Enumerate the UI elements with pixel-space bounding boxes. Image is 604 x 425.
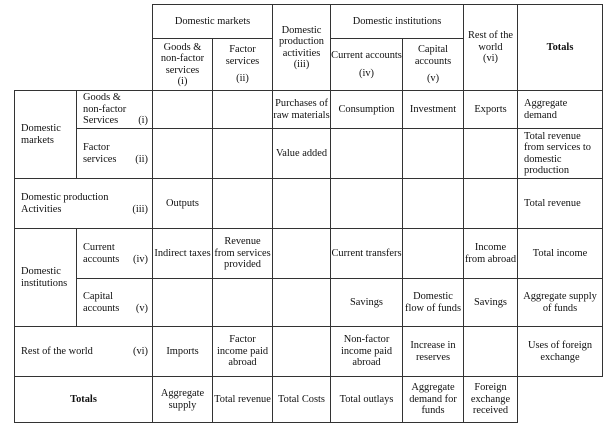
cell-total-revenue: Total revenue: [213, 377, 273, 423]
header-capital-accounts: Capital accounts (v): [403, 39, 464, 91]
cell-value-added: Value added: [273, 129, 331, 179]
header-totals: Totals: [518, 5, 603, 91]
cell-empty: [213, 91, 273, 129]
header-rest-of-world: Rest of the world (vi): [464, 5, 518, 91]
cell-empty: [331, 129, 403, 179]
cell-empty: [464, 327, 518, 377]
cell-investment: Investment: [403, 91, 464, 129]
cell-empty: [464, 129, 518, 179]
cell-savings-row: Savings: [464, 279, 518, 327]
cell-exports: Exports: [464, 91, 518, 129]
cell-nonfactor-income: Non-factor income paid abroad: [331, 327, 403, 377]
cell-empty: [213, 179, 273, 229]
cell-empty: [403, 229, 464, 279]
cell-income-abroad: Income from abroad: [464, 229, 518, 279]
cell-empty: [403, 129, 464, 179]
row-rest-of-world: Rest of the world (vi): [15, 327, 153, 377]
row-goods-services: Goods & non-factor Services (i): [77, 91, 153, 129]
cell-total-outlays: Total outlays: [331, 377, 403, 423]
cell-empty: [273, 229, 331, 279]
header-current-accounts: Current accounts (iv): [331, 39, 403, 91]
cell-empty: [273, 327, 331, 377]
row-totals: Totals: [15, 377, 153, 423]
header-factor-services: Factor services (ii): [213, 39, 273, 91]
row-domestic-institutions: Domestic institutions: [15, 229, 77, 327]
row-domestic-markets: Domestic markets: [15, 91, 77, 179]
cell-empty: [153, 279, 213, 327]
cell-domestic-flow: Domestic flow of funds: [403, 279, 464, 327]
cell-total-revenue-production: Total revenue: [518, 179, 603, 229]
cell-increase-reserves: Increase in reserves: [403, 327, 464, 377]
cell-empty: [213, 279, 273, 327]
social-accounting-matrix: [14, 4, 603, 423]
cell-total-costs: Total Costs: [273, 377, 331, 423]
cell-indirect-taxes: Indirect taxes: [153, 229, 213, 279]
cell-imports: Imports: [153, 327, 213, 377]
cell-purchases: Purchases of raw materials: [273, 91, 331, 129]
cell-consumption: Consumption: [331, 91, 403, 129]
cell-aggregate-supply-funds: Aggregate supply of funds: [518, 279, 603, 327]
cell-uses-foreign-exchange: Uses of foreign exchange: [518, 327, 603, 377]
cell-aggregate-demand: Aggregate demand: [518, 91, 603, 129]
cell-total-income: Total income: [518, 229, 603, 279]
cell-outputs: Outputs: [153, 179, 213, 229]
empty-corner: [15, 5, 153, 39]
cell-current-transfers: Current transfers: [331, 229, 403, 279]
cell-empty: [153, 91, 213, 129]
cell-foreign-exchange-received: Foreign exchange received: [464, 377, 518, 423]
cell-empty: [331, 179, 403, 229]
cell-savings: Savings: [331, 279, 403, 327]
header-domestic-production: Domestic production activities (iii): [273, 5, 331, 91]
row-domestic-production: Domestic production Activities (iii): [15, 179, 153, 229]
cell-empty: [153, 129, 213, 179]
cell-empty: [273, 279, 331, 327]
header-goods-services: Goods & non-factor services (i): [153, 39, 213, 91]
cell-factor-income-abroad: Factor income paid abroad: [213, 327, 273, 377]
cell-empty: [213, 129, 273, 179]
row-factor-services: Factor services (ii): [77, 129, 153, 179]
cell-revenue-services: Revenue from services provided: [213, 229, 273, 279]
cell-empty: [403, 179, 464, 229]
cell-empty: [464, 179, 518, 229]
empty-corner-3: [518, 377, 603, 423]
header-domestic-institutions: Domestic institutions: [331, 5, 464, 39]
cell-aggregate-supply: Aggregate supply: [153, 377, 213, 423]
header-domestic-markets: Domestic markets: [153, 5, 273, 39]
cell-empty: [273, 179, 331, 229]
row-current-accounts: Current accounts (iv): [77, 229, 153, 279]
cell-total-revenue-services: Total revenue from services to domestic production: [518, 129, 603, 179]
cell-aggregate-demand-funds: Aggregate demand for funds: [403, 377, 464, 423]
row-capital-accounts: Capital accounts (v): [77, 279, 153, 327]
empty-corner-2: [15, 39, 153, 91]
